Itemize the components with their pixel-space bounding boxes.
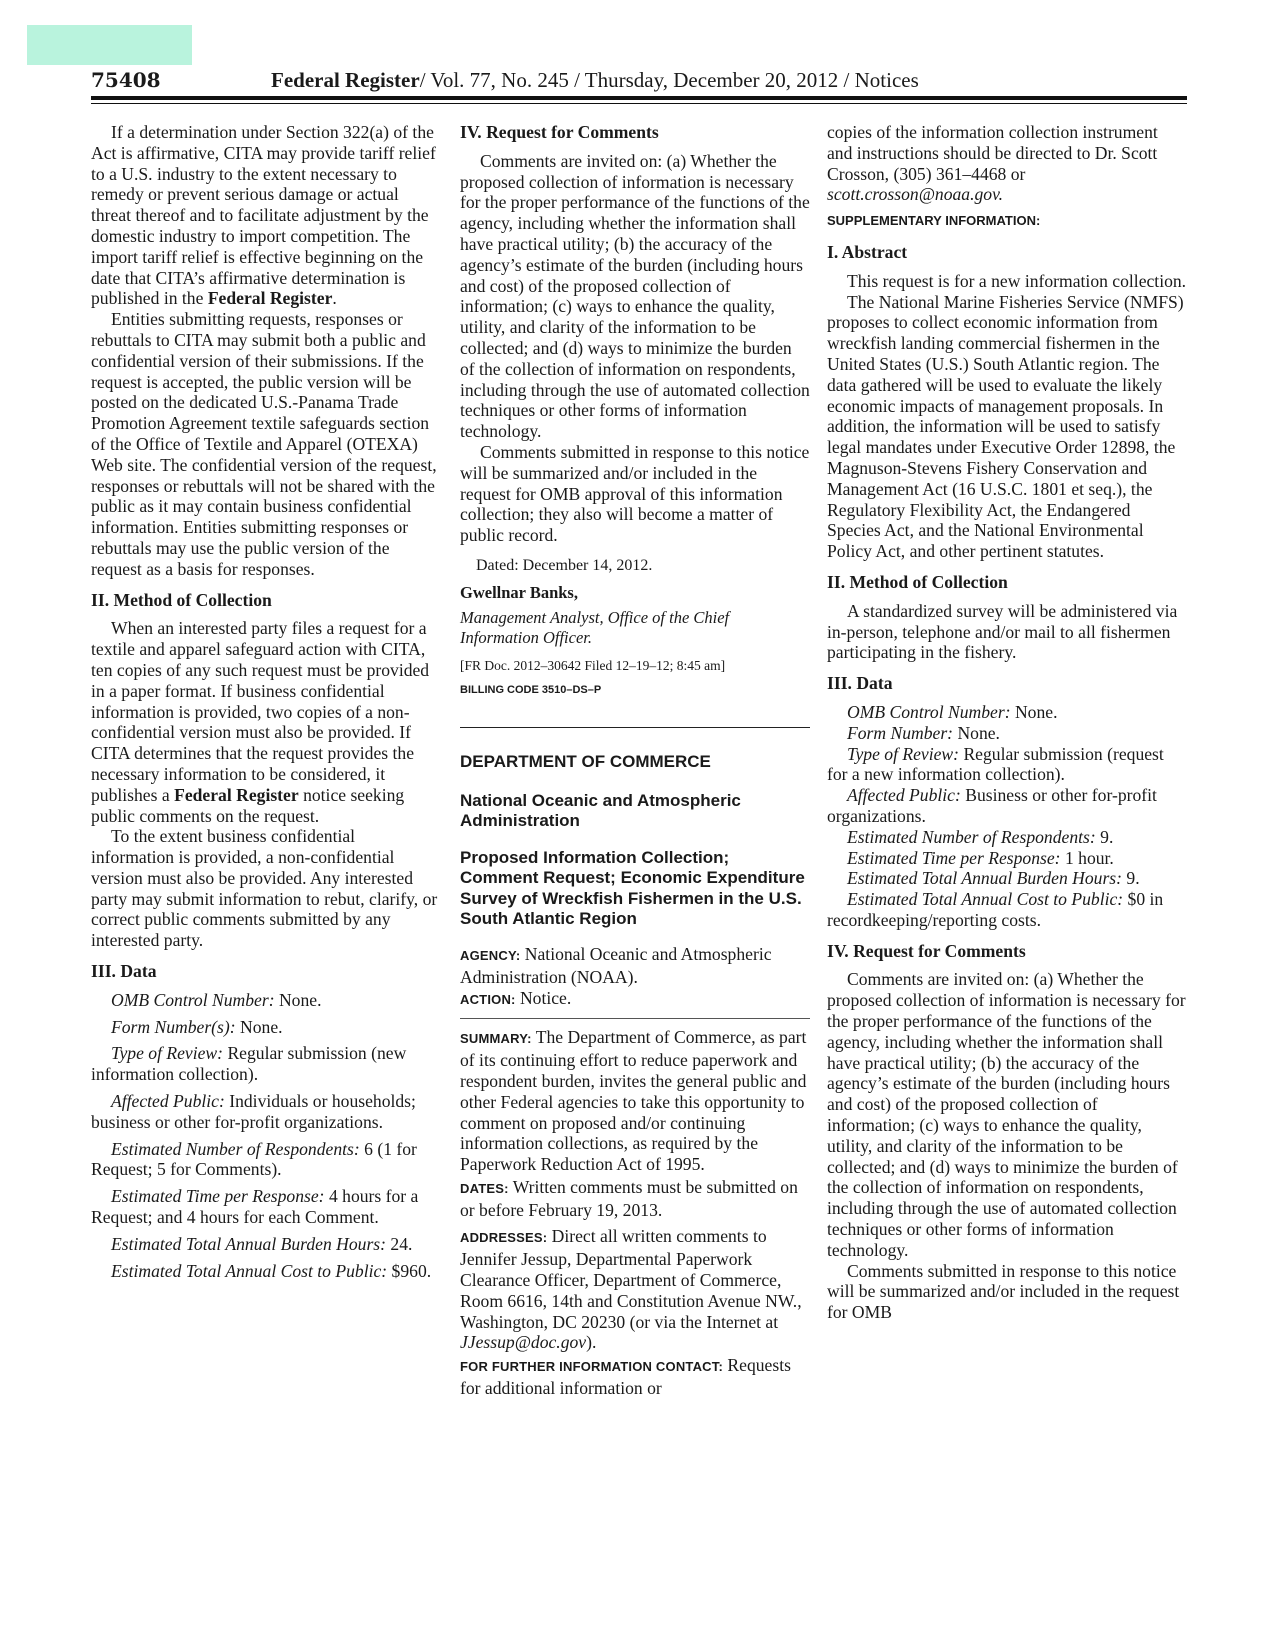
agency-line: AGENCY: National Oceanic and Atmospheric Administration (NOAA).: [460, 943, 772, 987]
paragraph: A standardized survey will be administered via in-person, telephone and/or mail to all fishermen participating in the fishery.: [827, 600, 1178, 663]
summary-paragraph: SUMMARY: The Department of Commerce, as part of its continuing effort to reduce paperwork and respondent burden, invites the general public and other Federal agencies to take this opportunity to comment on proposed and/or continuing information collections, as required by the Paperwork Reduction Act of 1995.: [460, 1027, 807, 1175]
data-item: Estimated Total Annual Burden Hours: 9.: [847, 868, 1140, 889]
data-item: Form Number(s): None.: [111, 1016, 283, 1037]
divider: [460, 1018, 810, 1019]
header-rule-thick: [91, 96, 1187, 100]
data-item: OMB Control Number: None.: [847, 701, 1058, 722]
data-item: Estimated Total Annual Burden Hours: 24.: [111, 1233, 413, 1254]
section-heading: IV. Request for Comments: [827, 940, 1026, 961]
addresses-paragraph: ADDRESSES: Direct all written comments to Jennifer Jessup, Departmental Paperwork Clearance Officer, Department of Commerce, Room 6616, 14th and Constitution Avenue NW., Washington, DC 20230 (or via the Internet at JJessup@doc.gov).: [460, 1226, 802, 1353]
data-item: Estimated Time per Response: 1 hour.: [847, 847, 1114, 868]
data-item: Form Number: None.: [847, 722, 1000, 743]
paragraph: Comments are invited on: (a) Whether the proposed collection of information is necessary for the proper performance of the functions of the agency, including whether the information shall have practical utility; (b) the accuracy of the agency’s estimate of the burden (including hours and cost) of the proposed collection of information; (c) ways to enhance the quality, utility, and clarity of the information to be collected; and (d) ways to minimize the burden of the collection of information on respondents, including through the use of automated collection techniques or other forms of information technology.: [460, 150, 810, 442]
data-item: Type of Review: Regular submission (request for a new information collection).: [827, 743, 1164, 785]
data-item: Type of Review: Regular submission (new information collection).: [91, 1043, 407, 1085]
agency-heading: National Oceanic and Atmospheric Administration: [460, 790, 741, 831]
contact-paragraph: FOR FURTHER INFORMATION CONTACT: Requests for additional information or: [460, 1355, 791, 1399]
section-heading: III. Data: [91, 961, 157, 982]
publication-name: Federal Register: [271, 68, 420, 92]
column-1: [91, 122, 442, 1281]
data-item: Estimated Total Annual Cost to Public: $0 in recordkeeping/reporting costs.: [827, 889, 1164, 930]
paragraph: If a determination under Section 322(a) of the Act is affirmative, CITA may provide tariff relief to a U.S. industry to the extent necessary to remedy or prevent serious damage or actual threat thereof and to facilitate adjustment by the domestic industry to import competition. The import tariff relief is effective beginning on the date that CITA’s affirmative determination is published in the Federal Register.: [91, 122, 436, 309]
page-number: 75408: [91, 68, 161, 92]
column-3: [827, 122, 1187, 1323]
header-rule-thin: [91, 103, 1187, 104]
fr-doc-line: [FR Doc. 2012–30642 Filed 12–19–12; 8:45 am]: [460, 657, 726, 673]
section-heading: III. Data: [827, 673, 893, 694]
column-2: [460, 122, 810, 1399]
supplementary-label: SUPPLEMENTARY INFORMATION:: [827, 213, 1041, 229]
dates-paragraph: DATES: Written comments must be submitted on or before February 19, 2013.: [460, 1176, 798, 1220]
highlight-mark: [27, 25, 192, 65]
action-line: ACTION: Notice.: [460, 987, 572, 1008]
paragraph: This request is for a new information collection.: [847, 270, 1187, 291]
paragraph: Comments are invited on: (a) Whether the proposed collection of information is necessary for the proper performance of the functions of the agency, including whether the information shall have practical utility; (b) the accuracy of the agency’s estimate of the burden (including hours and cost) of the proposed collection of information; (c) ways to enhance the quality, utility, and clarity of the information to be collected; and (d) ways to minimize the burden of the collection of information on respondents, including through the use of automated collection techniques or other forms of information technology.: [827, 969, 1186, 1260]
paragraph: When an interested party files a request for a textile and apparel safeguard action with CITA, ten copies of any such request must be provided in a paper format. If business confidential information is provided, two copies of a non-confidential version must also be provided. If CITA determines that the request provides the necessary information to be considered, it publishes a Federal Register notice seeking public comments on the request.: [91, 618, 430, 826]
data-item: Estimated Number of Respondents: 9.: [847, 826, 1114, 847]
dated-line: Dated: December 14, 2012.: [476, 556, 653, 574]
signer-title: Management Analyst, Office of the Chief Information Officer.: [460, 607, 730, 647]
data-item: Estimated Total Annual Cost to Public: $960.: [111, 1260, 432, 1281]
billing-code: BILLING CODE 3510–DS–P: [460, 684, 602, 697]
paragraph: Comments submitted in response to this notice will be summarized and/or included in the request for OMB approval of this information collection; they also will become a matter of public record.: [460, 441, 810, 546]
department-heading: DEPARTMENT OF COMMERCE: [460, 752, 711, 772]
data-item: OMB Control Number: None.: [111, 989, 322, 1010]
paragraph: Comments submitted in response to this notice will be summarized and/or included in the request for OMB: [827, 1260, 1180, 1323]
section-heading: IV. Request for Comments: [460, 122, 659, 142]
section-heading: II. Method of Collection: [827, 571, 1008, 592]
section-heading: II. Method of Collection: [91, 589, 272, 610]
running-header: [91, 66, 1187, 98]
paragraph: Entities submitting requests, responses or rebuttals to CITA may submit both a public and confidential version of their submissions. If the request is accepted, the public version will be posted on the dedicated U.S.-Panama Trade Promotion Agreement textile safeguards section of the Office of Textile and Apparel (OTEXA) Web site. The confidential version of the request, responses or rebuttals will not be shared with the public as it may contain business confidential information. Entities submitting responses or rebuttals may use the public version of the request as a basis for responses.: [91, 309, 437, 579]
data-item: Affected Public: Individuals or households; business or other for-profit organizations.: [91, 1091, 416, 1132]
paragraph: To the extent business confidential information is provided, a non-confidential version must also be provided. Any interested party may submit information to rebut, clarify, or correct public comments submitted by any interested party.: [91, 826, 438, 951]
paragraph: The National Marine Fisheries Service (NMFS) proposes to collect economic information from wreckfish landing commercial fishermen in the United States (U.S.) South Atlantic region. The data gathered will be used to evaluate the likely economic impacts of management proposals. In addition, the information will be used to satisfy legal mandates under Executive Order 12898, the Magnuson-Stevens Fishery Conservation and Management Act (16 U.S.C. 1801 et seq.), the Regulatory Flexibility Act, the Endangered Species Act, and the National Environmental Policy Act, and other pertinent statutes.: [827, 291, 1184, 562]
data-item: Estimated Number of Respondents: 6 (1 for Request; 5 for Comments).: [91, 1138, 417, 1180]
divider: [460, 727, 810, 728]
data-item: Estimated Time per Response: 4 hours for a Request; and 4 hours for each Comment.: [91, 1186, 419, 1228]
document-title: Proposed Information Collection; Comment Request; Economic Expenditure Survey of Wreckfish Fishermen in the U.S. South Atlantic Region: [460, 847, 805, 929]
signer-name: Gwellnar Banks,: [460, 582, 578, 602]
issue-info: / Vol. 77, No. 245 / Thursday, December 20, 2012 / Notices: [419, 68, 919, 92]
section-heading: I. Abstract: [827, 241, 908, 262]
paragraph: copies of the information collection instrument and instructions should be directed to Dr. Scott Crosson, (305) 361–4468 or scott.crosson@noaa.gov.: [827, 122, 1158, 205]
header-title: [271, 68, 919, 93]
data-item: Affected Public: Business or other for-profit organizations.: [827, 785, 1157, 826]
